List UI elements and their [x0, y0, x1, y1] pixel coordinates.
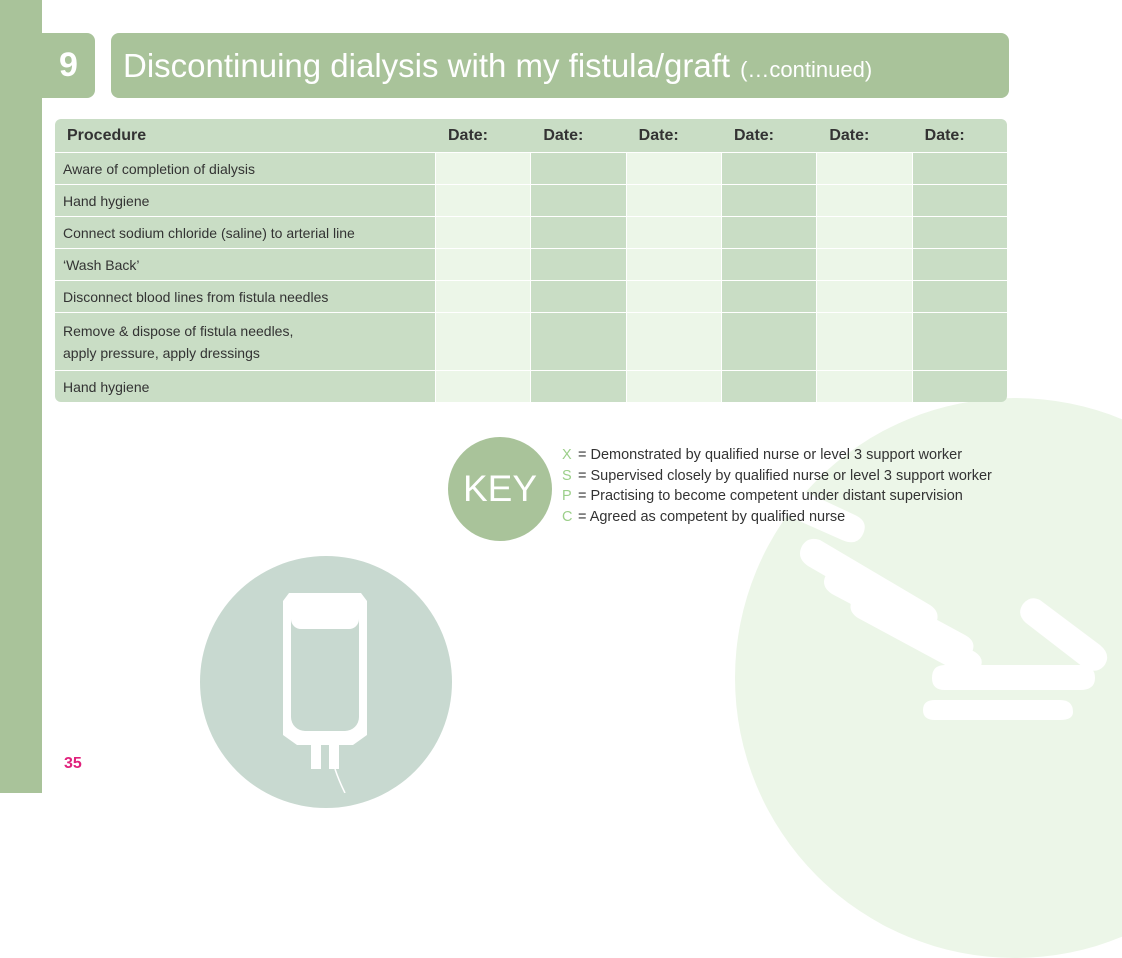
key-text: = Supervised closely by qualified nurse or level 3 support worker: [578, 467, 992, 484]
date-header: Date:: [435, 119, 530, 152]
date-cell[interactable]: [721, 153, 816, 184]
procedure-table: [55, 119, 1007, 402]
procedure-line: apply pressure, apply dressings: [63, 344, 260, 361]
date-cell[interactable]: [816, 217, 911, 248]
table-row: [55, 281, 1007, 313]
date-cell[interactable]: [530, 217, 625, 248]
date-cell[interactable]: [816, 185, 911, 216]
date-header: Date:: [530, 119, 625, 152]
key-letter: X: [562, 447, 572, 464]
title-bar: [111, 33, 1009, 98]
key-item: [562, 445, 992, 466]
date-cell[interactable]: [626, 153, 721, 184]
date-cell[interactable]: [435, 185, 530, 216]
date-cell[interactable]: [721, 217, 816, 248]
date-cell[interactable]: [816, 249, 911, 280]
table-row: [55, 153, 1007, 185]
date-cell[interactable]: [530, 281, 625, 312]
date-cell[interactable]: [435, 249, 530, 280]
key-legend: [562, 445, 992, 527]
date-cell[interactable]: [626, 371, 721, 402]
key-item: [562, 466, 992, 487]
table-row: [55, 371, 1007, 402]
procedure-cell: Connect sodium chloride (saline) to arterial line: [55, 217, 435, 248]
date-cell[interactable]: [530, 185, 625, 216]
date-cell[interactable]: [435, 313, 530, 370]
table-header-row: [55, 119, 1007, 153]
date-cell[interactable]: [912, 371, 1007, 402]
table-row: [55, 185, 1007, 217]
date-header: Date:: [721, 119, 816, 152]
date-cell[interactable]: [626, 313, 721, 370]
key-letter: S: [562, 467, 572, 484]
date-cell[interactable]: [626, 249, 721, 280]
procedure-cell: Hand hygiene: [55, 185, 435, 216]
date-cell[interactable]: [721, 185, 816, 216]
date-cell[interactable]: [435, 217, 530, 248]
date-cell[interactable]: [530, 371, 625, 402]
date-cell[interactable]: [912, 217, 1007, 248]
key-letter: C: [562, 508, 573, 525]
date-cell[interactable]: [721, 371, 816, 402]
procedure-cell: [55, 313, 435, 370]
procedure-cell: Hand hygiene: [55, 371, 435, 402]
date-cell[interactable]: [435, 371, 530, 402]
left-margin-strip: [0, 0, 42, 793]
date-cell[interactable]: [626, 185, 721, 216]
key-text: = Agreed as competent by qualified nurse: [578, 508, 846, 525]
date-cell[interactable]: [816, 313, 911, 370]
date-cell[interactable]: [816, 281, 911, 312]
date-cell[interactable]: [912, 185, 1007, 216]
iv-bag-icon: [275, 585, 375, 793]
table-row: [55, 249, 1007, 281]
key-badge: KEY: [448, 437, 552, 541]
date-cell[interactable]: [912, 281, 1007, 312]
date-cell[interactable]: [912, 153, 1007, 184]
date-cell[interactable]: [721, 313, 816, 370]
date-cell[interactable]: [721, 249, 816, 280]
key-item: [562, 486, 992, 507]
key-item: [562, 507, 992, 528]
date-cell[interactable]: [435, 153, 530, 184]
procedure-cell: ‘Wash Back’: [55, 249, 435, 280]
date-cell[interactable]: [721, 281, 816, 312]
table-row: [55, 217, 1007, 249]
procedure-header: Procedure: [55, 119, 435, 152]
date-cell[interactable]: [530, 313, 625, 370]
key-text: = Demonstrated by qualified nurse or level 3 support worker: [578, 447, 963, 464]
date-cell[interactable]: [912, 249, 1007, 280]
page-number: 35: [64, 755, 82, 772]
date-cell[interactable]: [816, 153, 911, 184]
date-cell[interactable]: [912, 313, 1007, 370]
date-header: Date:: [816, 119, 911, 152]
date-cell[interactable]: [816, 371, 911, 402]
page-title: Discontinuing dialysis with my fistula/graft: [123, 46, 731, 84]
key-text: = Practising to become competent under distant supervision: [578, 488, 963, 505]
date-cell[interactable]: [626, 281, 721, 312]
page-subtitle: (…continued): [740, 56, 873, 82]
date-header: Date:: [626, 119, 721, 152]
section-number: 9: [42, 33, 95, 98]
date-cell[interactable]: [435, 281, 530, 312]
date-cell[interactable]: [626, 217, 721, 248]
date-cell[interactable]: [530, 249, 625, 280]
procedure-cell: Aware of completion of dialysis: [55, 153, 435, 184]
procedure-cell: Disconnect blood lines from fistula needles: [55, 281, 435, 312]
date-cell[interactable]: [530, 153, 625, 184]
key-letter: P: [562, 488, 572, 505]
procedure-line: Remove & dispose of fistula needles,: [63, 322, 294, 339]
table-row: [55, 313, 1007, 371]
date-header: Date:: [912, 119, 1007, 152]
